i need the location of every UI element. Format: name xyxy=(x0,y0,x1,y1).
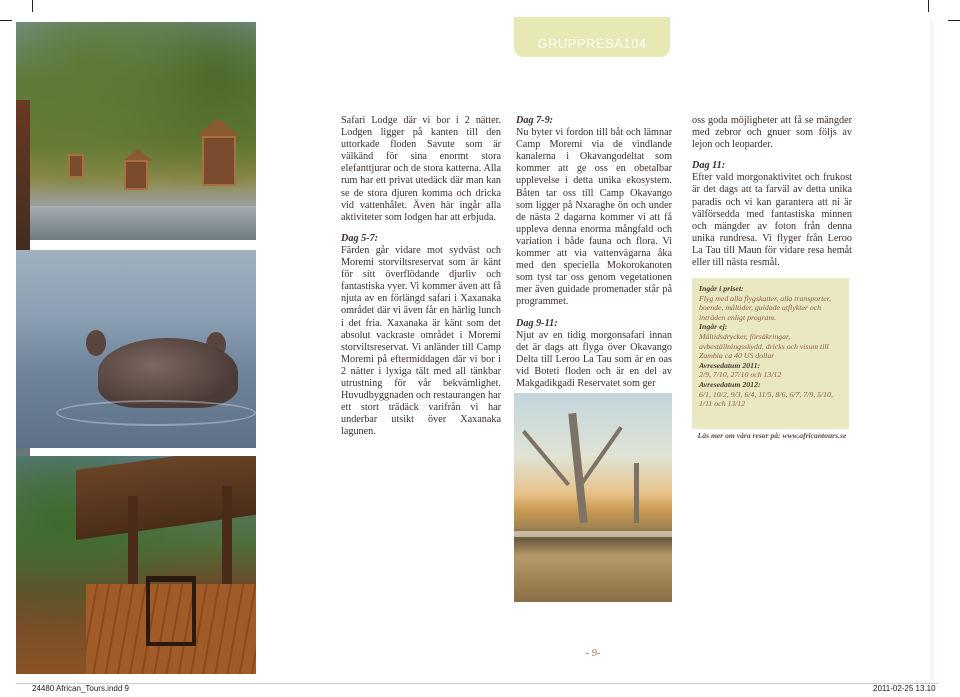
page-number: - 9- xyxy=(585,648,601,659)
hut-shape xyxy=(68,154,84,178)
slug-filename: 24480 African_Tours.indd 9 xyxy=(32,684,129,693)
tree-trunk-shape xyxy=(568,413,587,523)
slug-divider xyxy=(16,683,938,684)
included-text: Flyg med alla flygskatter, alla transporter, boende, måltider, guidade utflykter och inträden enligt program. xyxy=(699,293,831,322)
baobab-photo xyxy=(514,393,672,602)
dates-2011-text: 2/9, 7/10, 27/10 och 13/12 xyxy=(699,370,782,380)
day-heading: Dag 11: xyxy=(692,160,726,172)
text-column-3 xyxy=(692,115,852,269)
excluded-text: Måltidsdrycker, försäkringar, avbeställningsskydd, dricks och visum till Zambia ca 40 US dollar xyxy=(699,331,829,361)
hut-shape xyxy=(202,136,236,186)
dates-2012-label: Avresedatum 2012: xyxy=(699,379,761,389)
day-heading: Dag 7-9: xyxy=(516,115,554,126)
dates-2012-text: 6/1, 10/2, 9/3, 6/4, 11/5, 8/6, 6/7, 7/9, 5/10, 1/11 och 13/12 xyxy=(699,389,833,409)
tree-trunk-shape xyxy=(634,463,639,523)
hippo-photo xyxy=(16,250,256,448)
chair-shape xyxy=(146,576,196,646)
day-heading: Dag 5-7: xyxy=(341,232,379,244)
water-reflection xyxy=(16,206,256,240)
excluded-label: Ingår ej: xyxy=(699,322,728,332)
crop-mark xyxy=(32,0,33,12)
tree-branch-shape xyxy=(579,426,622,486)
text-column-1 xyxy=(341,115,501,438)
page-edge-shadow xyxy=(930,20,938,680)
day-paragraph: Efter vald morgonaktivitet och frukost är det dags att ta farväl av detta unika paradis och vi kan garantera att ni är välförsedda med fantastiska minnen och mängder av foton från denna unika rundresa. Vi flyger från Leroo La Tau till Maun för vidare resa hemåt eller till nästa resmål. xyxy=(692,172,852,269)
slug-timestamp: 2011-02-25 13.10 xyxy=(873,684,936,693)
intro-paragraph: oss goda möjligheter att få se mängder med zebror och gnuer som följs av lejon och leoparder. xyxy=(692,115,852,151)
section-tab xyxy=(514,17,670,57)
hippo-shape xyxy=(98,338,238,408)
hut-shape xyxy=(124,160,148,190)
included-label: Ingår i priset: xyxy=(699,284,744,293)
dates-2011-label: Avresedatum 2011: xyxy=(699,360,761,370)
website-note: Läs mer om våra resor på: www.africantours.se xyxy=(697,431,847,440)
crop-mark xyxy=(928,0,929,12)
day-heading: Dag 9-11: xyxy=(516,317,558,329)
lodge-photo xyxy=(16,22,256,240)
price-info-box xyxy=(692,278,849,429)
hut-roof-shape xyxy=(196,118,240,136)
tree-branch-shape xyxy=(522,430,570,486)
deck-photo xyxy=(16,456,256,674)
section-label: GRUPPRESA104 xyxy=(537,36,647,51)
water-ripple xyxy=(56,400,256,426)
day-paragraph: Njut av en tidig morgonsafari innan det är dags att flyga över Okavango Delta till Leroo La Tau som är en oas vid Boteti floden och är en del av Makgadikgadi Reservatet som ger xyxy=(516,329,672,389)
hippo-ear-shape xyxy=(86,330,106,356)
crop-mark xyxy=(0,20,12,21)
day-paragraph: Färden går vidare mot sydväst och Moremi storviltsreservat som är känt för sitt överflödande djurliv och fantastiska vyer. Vi kommer även att få njuta av en förlängd safari i Xaxanaka området där vi även får en härlig lunch i det fria. Xaxanaka är känt som det absolut vackraste området i Moremi storviltsreservat. Vi anländer till Camp Moremi på eftermiddagen där vi bor i 2 nätter i lyxiga tält med all tänkbar utrustning för vår bekvämlighet. Huvudbyggnaden och restaurangen har ett stort trädäck varifrån vi har underbar utsikt över Xaxanaka lagunen. xyxy=(341,244,501,438)
crop-mark xyxy=(948,20,960,21)
text-column-2 xyxy=(516,115,672,390)
intro-paragraph: Safari Lodge där vi bor i 2 nätter. Lodgen ligger på kanten till den uttorkade floden Savute som är välkänd för sina enormt stora elefanttjurar och de stora katterna. Alla rum har ett privat utedäck där man kan se de stora djuren komma och dricka vid vattenhålet. Även här ingår alla aktiviteter som lodgen har att erbjuda. xyxy=(341,115,501,223)
day-paragraph: Nu byter vi fordon till båt och lämnar Camp Moremi via de vindlande kanalerna i Okavangodeltat som kommer att ge oss en obetalbar upplevelse i detta unika ekosystem. Båten tar oss till Camp Okavango som ligger på Nxaraghe ön och under de nästa 2 dagarna kommer vi att få uppleva denna enorma mångfald och variation i både fauna och flora. Vi kommer att via vattenvägarna åka med den speciella Mokorokanoten som tyst tar oss genom vegetationen mer även guidade promenader står på programmet. xyxy=(516,127,672,308)
water-line xyxy=(514,531,672,537)
